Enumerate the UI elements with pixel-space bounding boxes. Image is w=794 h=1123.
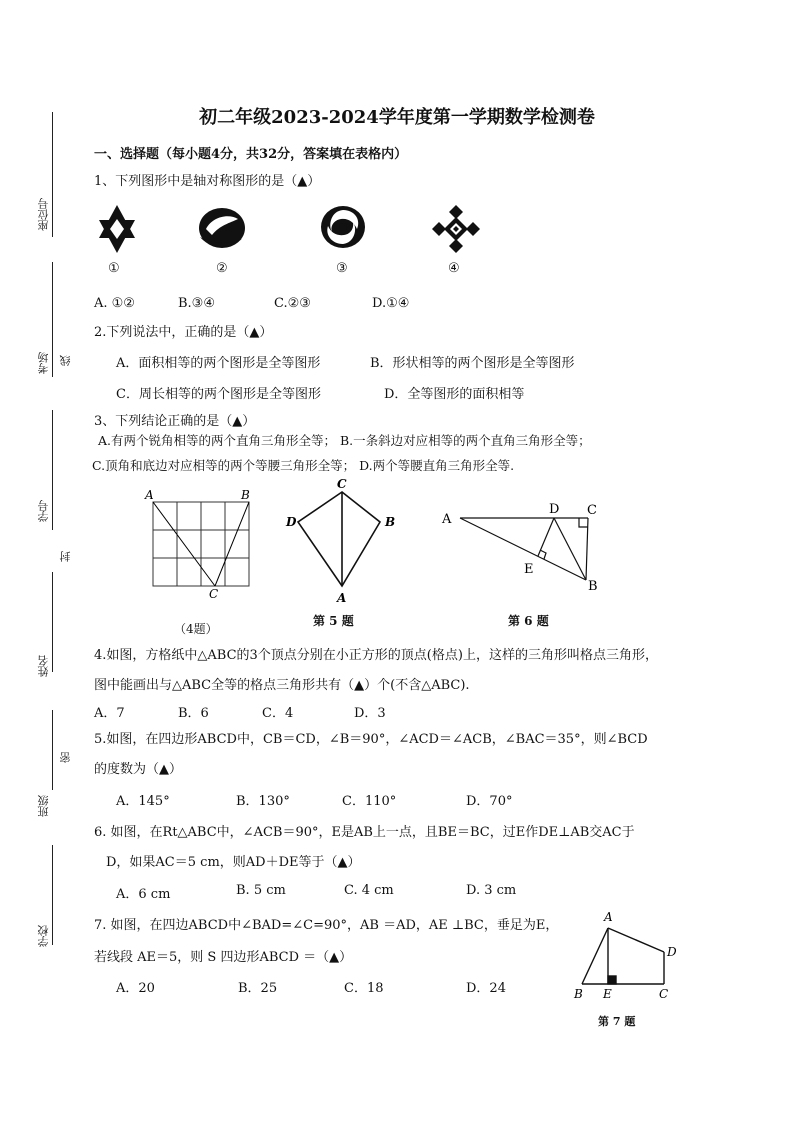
q6-stem-line2: D，如果AC＝5 cm，则AD＋DE等于（▲） (106, 855, 361, 870)
q5-stem-line2: 的度数为（▲） (94, 762, 182, 777)
binding-line (52, 410, 53, 530)
q6-option-b[interactable]: B. 5 cm (236, 883, 286, 898)
fig-label-4: ④ (448, 261, 460, 276)
q3-stem: 3、下列结论正确的是（▲） (94, 414, 256, 429)
fig5-kite-diagram (282, 478, 402, 606)
fig4-label-a: A (145, 488, 154, 502)
name-label: 姓名 (37, 655, 50, 677)
fig6-label-b: B (588, 579, 598, 594)
spiral-logo-icon (320, 205, 366, 249)
school-label: 学校 (37, 925, 50, 947)
page-title: 初二年级2023-2024学年度第一学期数学检测卷 (199, 107, 595, 128)
binding-line (52, 572, 53, 672)
fig6-label-c: C (587, 503, 597, 518)
fig4-label-b: B (241, 488, 250, 502)
q5-option-c[interactable]: C．110° (342, 794, 397, 809)
binding-line (52, 710, 53, 790)
q1-option-b[interactable]: B.③④ (178, 296, 215, 311)
q6-stem-line1: 6. 如图，在Rt△ABC中，∠ACB＝90°，E是AB上一点，且BE＝BC，过E作DE⊥AB交AC于 (94, 825, 635, 840)
q6-option-c[interactable]: C. 4 cm (344, 883, 394, 898)
binding-line (52, 112, 53, 237)
q2-option-b[interactable]: B．形状相等的两个图形是全等图形 (370, 356, 575, 371)
q6-option-a[interactable]: A．6 cm (116, 887, 171, 902)
fig7-label-b: B (574, 987, 583, 1001)
q3-options-cd[interactable]: C.顶角和底边对应相等的两个等腰三角形全等； D.两个等腰直角三角形全等. (92, 458, 515, 473)
seat-number-label: 座位号 (37, 198, 50, 231)
q4-option-d[interactable]: D．3 (354, 706, 386, 721)
q5-option-a[interactable]: A．145° (116, 794, 170, 809)
fig5-label-a: A (337, 591, 347, 605)
q1-option-c[interactable]: C.②③ (274, 296, 311, 311)
q7-stem-line2: 若线段 AE＝5，则 S 四边形ABCD ＝（▲） (94, 950, 353, 965)
fig-label-3: ③ (336, 261, 348, 276)
q7-option-d[interactable]: D．24 (466, 981, 506, 996)
fig7-label-a: A (604, 910, 613, 924)
fig6-label-a: A (442, 512, 452, 527)
fig5-caption: 第 5 题 (313, 614, 354, 628)
q4-option-b[interactable]: B．6 (178, 706, 209, 721)
fig7-label-c: C (659, 987, 669, 1001)
q1-option-d[interactable]: D.①④ (372, 296, 410, 311)
fold-mark-seal: 封 (59, 551, 72, 562)
fold-mark-secret: 密 (59, 752, 72, 763)
q7-option-b[interactable]: B．25 (238, 981, 278, 996)
q7-option-a[interactable]: A．20 (116, 981, 155, 996)
q6-option-d[interactable]: D. 3 cm (466, 883, 517, 898)
q3-options-ab[interactable]: A.有两个锐角相等的两个直角三角形全等； B.一条斜边对应相等的两个直角三角形全等； (98, 433, 591, 448)
fig7-label-d: D (667, 945, 677, 959)
fig6-label-d: D (549, 502, 560, 517)
fig6-triangle-diagram (440, 500, 610, 596)
fig6-label-e: E (524, 562, 534, 577)
fig-label-2: ② (216, 261, 228, 276)
fig5-label-c: C (337, 477, 347, 491)
q2-option-c[interactable]: C．周长相等的两个图形是全等图形 (116, 387, 321, 402)
fig6-caption: 第 6 题 (508, 614, 549, 628)
fig4-grid-diagram (145, 490, 257, 600)
student-id-label: 学号 (37, 500, 50, 522)
q5-option-d[interactable]: D．70° (466, 794, 513, 809)
fig7-caption: 第 7 题 (598, 1015, 636, 1028)
fig5-label-d: D (286, 515, 297, 529)
q4-stem-line1: 4.如图，方格纸中△ABC的3个顶点分别在小正方形的顶点(格点)上，这样的三角形叫格点三角形， (94, 648, 658, 663)
q1-option-a[interactable]: A. ①② (94, 296, 135, 311)
fig7-quadrilateral-diagram (570, 908, 682, 1004)
q2-option-d[interactable]: D．全等图形的面积相等 (384, 387, 525, 402)
q5-stem-line1: 5.如图，在四边形ABCD中，CB＝CD，∠B＝90°，∠ACD＝∠ACB，∠BAC＝35°，则∠BCD (94, 732, 648, 747)
diamond-cross-icon (432, 205, 480, 253)
section-header: 一、选择题（每小题4分，共32分，答案填在表格内） (94, 147, 408, 162)
q7-stem-line1: 7. 如图，在四边ABCD中∠BAD=∠C=90°，AB ＝AD，AE ⊥BC，垂足为E， (94, 918, 559, 933)
fig4-caption: （4题） (174, 622, 218, 636)
fold-mark-line: 线 (59, 355, 72, 366)
q4-option-c[interactable]: C．4 (262, 706, 294, 721)
class-label: 班级 (37, 795, 50, 817)
fig5-label-b: B (385, 515, 396, 529)
q1-stem: 1、下列图形中是轴对称图形的是（▲） (94, 174, 321, 189)
fig7-label-e: E (603, 987, 612, 1001)
swirl-ring-icon (198, 207, 246, 249)
fig-label-1: ① (108, 261, 120, 276)
fig4-label-c: C (209, 587, 219, 601)
binding-line (52, 845, 53, 945)
binding-line (52, 262, 53, 377)
q2-stem: 2.下列说法中，正确的是（▲） (94, 325, 273, 340)
q5-option-b[interactable]: B．130° (236, 794, 290, 809)
q2-option-a[interactable]: A．面积相等的两个图形是全等图形 (116, 356, 321, 371)
q4-stem-line2: 图中能画出与△ABC全等的格点三角形共有（▲）个(不含△ABC). (94, 678, 470, 693)
q7-option-c[interactable]: C．18 (344, 981, 384, 996)
star-of-david-icon (96, 205, 138, 253)
exam-room-label: 考场 (37, 352, 50, 374)
q4-option-a[interactable]: A．7 (94, 706, 125, 721)
